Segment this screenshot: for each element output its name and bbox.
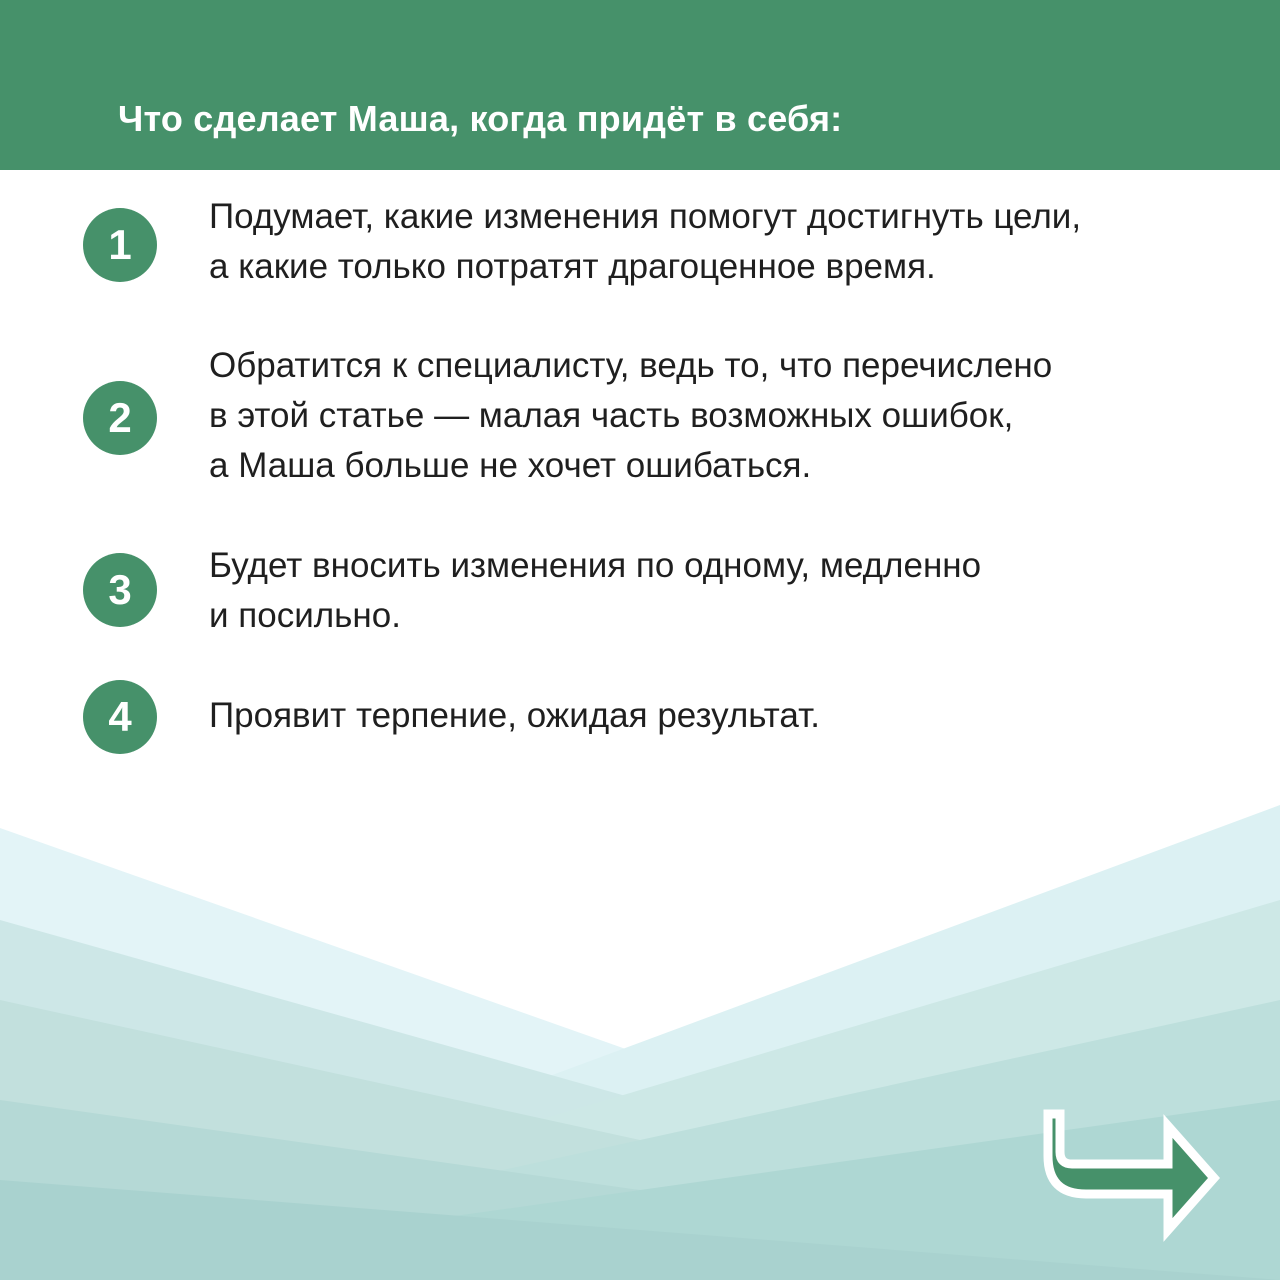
item-2-line-1: Обратится к специалисту, ведь то, что перечислено [209, 346, 1053, 385]
next-arrow-icon[interactable] [1040, 1108, 1224, 1248]
item-text-1 [209, 192, 1229, 292]
item-2-line-2: в этой статье — малая часть возможных ошибок, [209, 396, 1014, 435]
item-text-2 [209, 341, 1229, 491]
page-title: Что сделает Маша, когда придёт в себя: [118, 98, 843, 139]
item-4-line-1: Проявит терпение, ожидая результат. [209, 696, 820, 735]
number-badge-3: 3 [83, 553, 157, 627]
header-banner [0, 0, 1280, 170]
item-3-line-1: Будет вносить изменения по одному, медленно [209, 546, 982, 585]
item-2-line-3: а Маша больше не хочет ошибаться. [209, 446, 812, 485]
item-1-line-2: а какие только потратят драгоценное время. [209, 247, 936, 286]
item-text-3 [209, 541, 1229, 641]
number-badge-2: 2 [83, 381, 157, 455]
item-text-4 [209, 691, 1229, 741]
item-3-line-2: и посильно. [209, 596, 401, 635]
item-1-line-1: Подумает, какие изменения помогут достигнуть цели, [209, 197, 1082, 236]
number-badge-1: 1 [83, 208, 157, 282]
number-badge-4: 4 [83, 680, 157, 754]
